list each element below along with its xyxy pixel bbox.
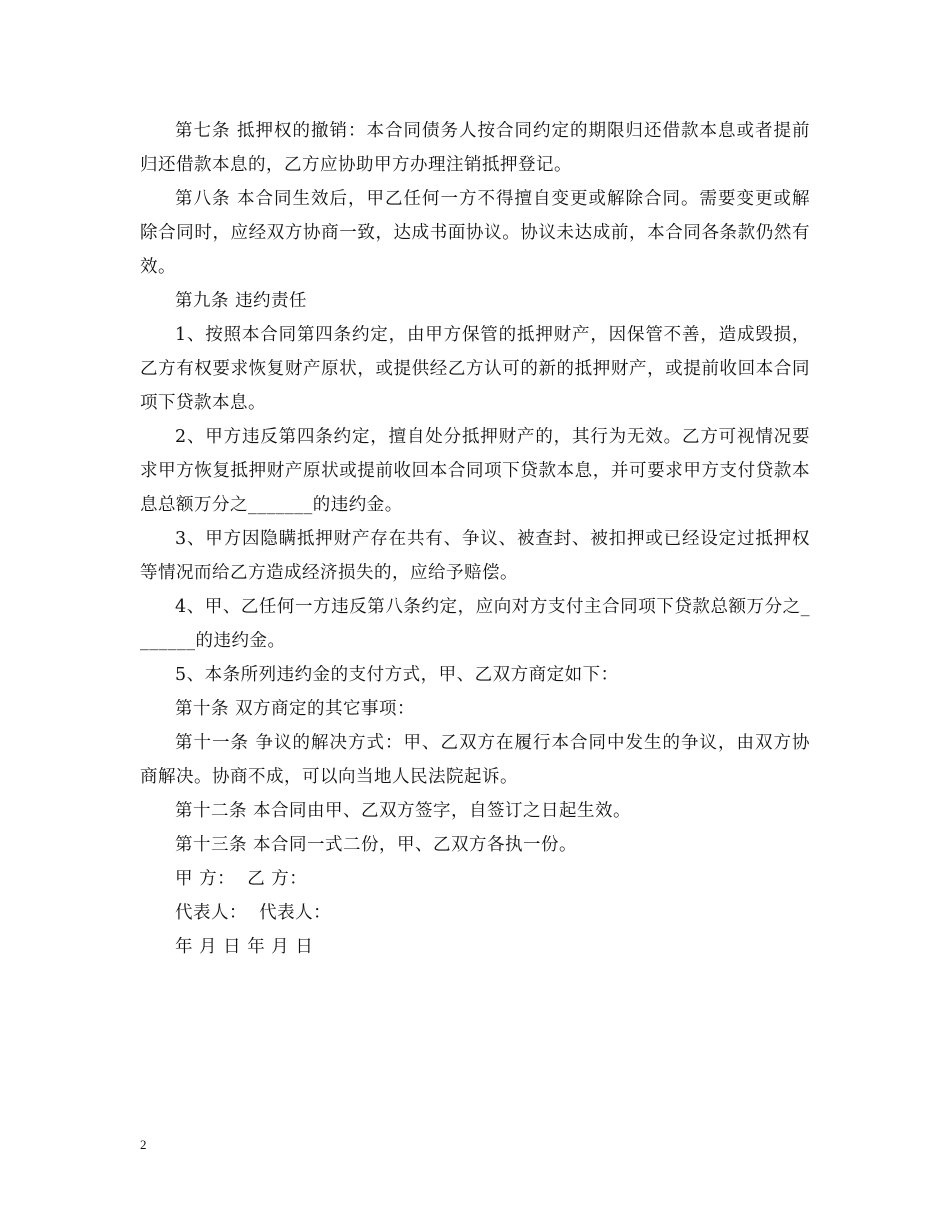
article-9-heading: 第九条 违约责任 [175, 291, 308, 311]
article-7: 第七条 抵押权的撤销：本合同债务人按合同约定的期限归还借款本息或者提前归还借款本息的，乙方应协助甲方办理注销抵押登记。 [140, 121, 810, 175]
article-13: 第十三条 本合同一式二份，甲、乙双方各执一份。 [175, 835, 578, 855]
article-9-item-1: 1、按照本合同第四条约定，由甲方保管的抵押财产，因保管不善，造成毁损，乙方有权要求恢复财产原状，或提供经乙方认可的新的抵押财产，或提前收回本合同项下贷款本息。 [140, 325, 810, 413]
signature-representatives: 代表人： 代表人： [175, 903, 332, 923]
article-10: 第十条 双方商定的其它事项： [175, 699, 416, 719]
signature-parties: 甲 方： 乙 方： [175, 869, 308, 889]
article-11: 第十一条 争议的解决方式：甲、乙双方在履行本合同中发生的争议，由双方协商解决。协商不成，可以向当地人民法院起诉。 [140, 733, 810, 787]
signature-dates: 年 月 日 年 月 日 [175, 937, 314, 957]
article-9-item-3: 3、甲方因隐瞒抵押财产存在共有、争议、被查封、被扣押或已经设定过抵押权等情况而给乙方造成经济损失的，应给予赔偿。 [140, 529, 810, 583]
article-9-item-4: 4、甲、乙任何一方违反第八条约定，应向对方支付主合同项下贷款总额万分之_______的违约金。 [140, 597, 810, 651]
document-body [140, 114, 810, 964]
article-12: 第十二条 本合同由甲、乙双方签字，自签订之日起生效。 [175, 801, 632, 821]
page-number: 2 [140, 1137, 147, 1152]
article-8: 第八条 本合同生效后，甲乙任何一方不得擅自变更或解除合同。需要变更或解除合同时，应经双方协商一致，达成书面协议。协议未达成前，本合同各条款仍然有效。 [140, 189, 810, 277]
article-9-item-5: 5、本条所列违约金的支付方式，甲、乙双方商定如下： [175, 665, 619, 685]
article-9-item-2: 2、甲方违反第四条约定，擅自处分抵押财产的，其行为无效。乙方可视情况要求甲方恢复抵押财产原状或提前收回本合同项下贷款本息，并可要求甲方支付贷款本息总额万分之_______的违约金。 [140, 427, 810, 515]
